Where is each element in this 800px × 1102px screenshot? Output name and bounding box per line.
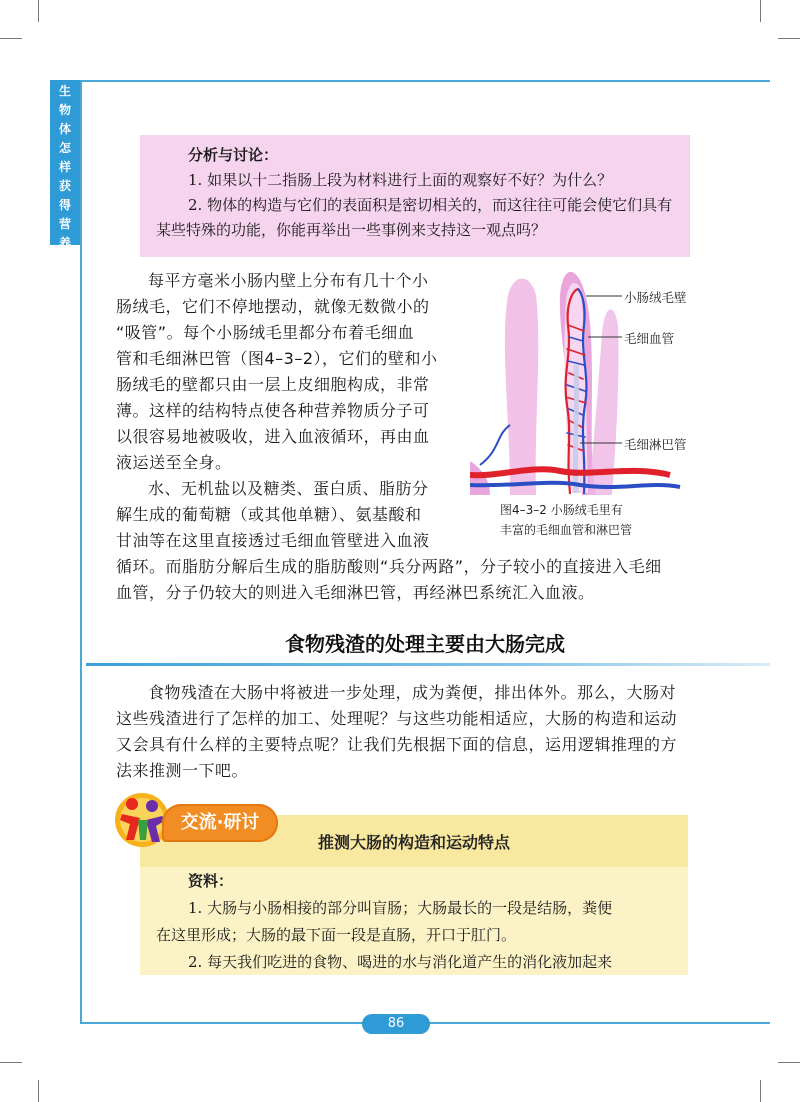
text-line: 管和毛细淋巴管（图4–3–2），它们的壁和小 [116, 349, 438, 368]
crop-mark [760, 0, 761, 22]
paragraph-large-intestine [116, 680, 716, 784]
side-tab-char: 养 [58, 236, 71, 250]
side-tab-char: 营 [58, 217, 71, 231]
text-line: 肠绒毛的壁都只由一层上皮细胞构成，非常 [116, 375, 430, 394]
material-item-2: 2. 每天我们吃进的食物、喝进的水与消化道产生的消化液加起来 [188, 953, 613, 971]
crop-mark [0, 38, 22, 39]
side-tab-char: 体 [58, 122, 71, 136]
crop-mark [38, 0, 39, 22]
text-line: 这些残渣进行了怎样的加工、处理呢？与这些功能相适应，大肠的构造和运动 [116, 709, 678, 728]
left-frame-rule [80, 80, 82, 1024]
side-tab-char: 样 [58, 160, 71, 174]
text-line: 法来推测一下吧。 [116, 761, 249, 780]
caption-line: 图4–3–2 小肠绒毛里有 [500, 503, 623, 517]
text-line: “吸管”。每个小肠绒毛里都分布着毛细血 [116, 323, 415, 342]
figure-label-villus-wall: 小肠绒毛壁 [624, 290, 687, 305]
exchange-title: 推测大肠的构造和运动特点 [317, 833, 510, 852]
paragraph-absorption [116, 476, 716, 606]
figure-caption [500, 500, 700, 540]
discussion-title: 分析与讨论： [188, 146, 279, 164]
text-line: 又会具有什么样的主要特点呢？让我们先根据下面的信息，运用逻辑推理的方 [116, 735, 678, 754]
section-rule [86, 663, 770, 666]
figure-label-lymph-vessel: 毛细淋巴管 [624, 437, 687, 452]
side-tab-char: 获 [58, 179, 71, 193]
text-line: 血管，分子仍较大的则进入毛细淋巴管，再经淋巴系统汇入血液。 [116, 583, 595, 602]
discussion-question-1: 1. 如果以十二指肠上段为材料进行上面的观察好不好？为什么？ [188, 171, 613, 189]
text-line: 水、无机盐以及糖类、蛋白质、脂肪分 [148, 479, 429, 498]
text-line: 循环。而脂肪分解后生成的脂肪酸则“兵分两路”，分子较小的直接进入毛细 [116, 557, 662, 576]
crop-mark [0, 1062, 22, 1063]
chapter-side-tab [50, 80, 80, 250]
text-line: 食物残渣在大肠中将被进一步处理，成为粪便，排出体外。那么，大肠对 [148, 683, 677, 702]
caption-line: 丰富的毛细血管和淋巴管 [500, 523, 633, 537]
text-line: 以很容易地被吸收，进入血液循环，再由血 [116, 427, 430, 446]
text-line: 甘油等在这里直接透过毛细血管壁进入血液 [116, 531, 430, 550]
material-item-1: 1. 大肠与小肠相接的部分叫盲肠；大肠最长的一段是结肠，粪便 [188, 899, 613, 917]
section-title: 食物残渣的处理主要由大肠完成 [285, 632, 565, 656]
material-label: 资料： [188, 872, 234, 890]
figure-label-capillary: 毛细血管 [624, 331, 675, 346]
side-tab-char: 物 [58, 103, 71, 117]
crop-mark [38, 1080, 39, 1102]
text-line: 肠绒毛，它们不停地摆动，就像无数微小的 [116, 297, 430, 316]
top-rule [80, 80, 770, 82]
text-line: 液运送至全身。 [116, 453, 232, 472]
exchange-badge: 交流·研讨 [162, 804, 278, 842]
page-number: 86 [362, 1014, 430, 1034]
paragraph-villi [116, 268, 476, 476]
exchange-body [156, 868, 676, 976]
text-line: 每平方毫米小肠内壁上分布有几十个小 [148, 271, 429, 290]
text-line: 解生成的葡萄糖（或其他单糖）、氨基酸和 [116, 505, 422, 524]
discussion-box [140, 135, 690, 257]
side-tab-char: 怎 [58, 141, 71, 155]
side-tab-char: 生 [58, 84, 71, 98]
crop-mark [778, 38, 800, 39]
side-tab-char: 得 [58, 198, 71, 212]
discussion-question-2: 2. 物体的构造与它们的表面积是密切相关的，而这往往可能会使它们具有某些特殊的功能，你能再举出一些事例来支持这一观点吗？ [156, 196, 673, 239]
crop-mark [778, 1062, 800, 1063]
text-line: 薄。这样的结构特点使各种营养物质分子可 [116, 401, 430, 420]
material-item-1-cont: 在这里形成；大肠的最下面一段是直肠，开口于肛门。 [156, 926, 517, 944]
crop-mark [760, 1080, 761, 1102]
